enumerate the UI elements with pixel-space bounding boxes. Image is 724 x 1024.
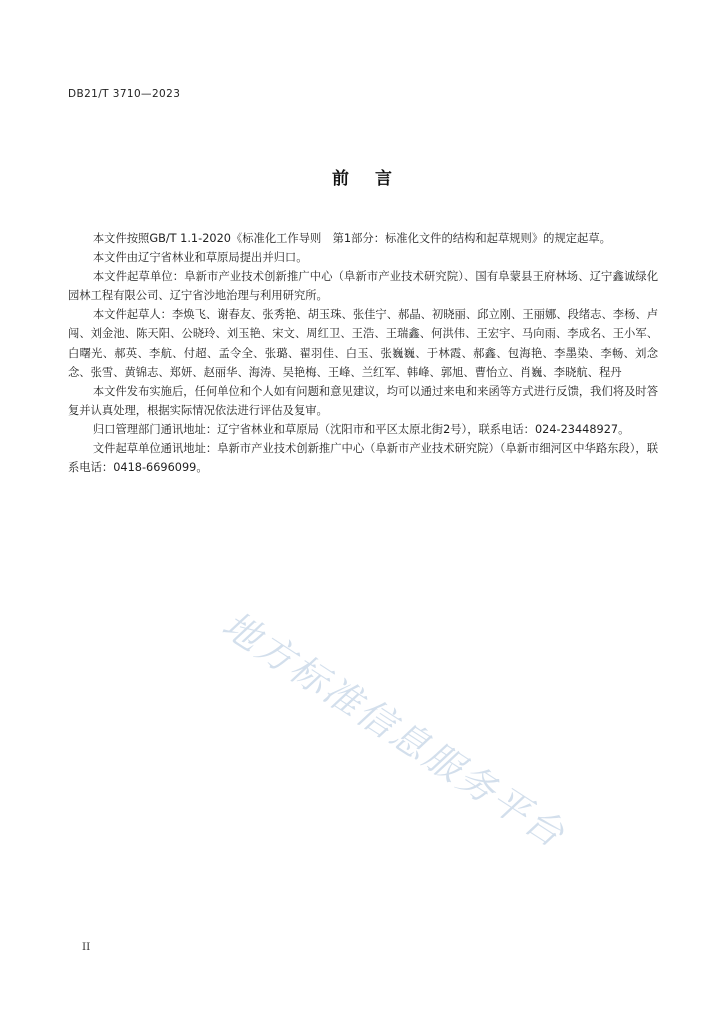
paragraph-drafting-units: 本文件起草单位：阜新市产业技术创新推广中心（阜新市产业技术研究院）、国有阜蒙县王府林场、辽宁鑫诚绿化园林工程有限公司、辽宁省沙地治理与利用研究所。 bbox=[68, 270, 658, 303]
paragraph-drafting-basis: 本文件按照GB/T 1.1-2020《标准化工作导则 第1部分：标准化文件的结构和起草规则》的规定起草。 bbox=[92, 232, 611, 245]
paragraph-proposer: 本文件由辽宁省林业和草原局提出并归口。 bbox=[92, 251, 308, 265]
paragraph-drafters: 本文件起草人：李焕飞、谢春友、张秀艳、胡玉珠、张佳宁、郝晶、初晓丽、邱立刚、王丽娜、段绪志、李杨、卢闯、刘金池、陈天阳、公晓玲、刘玉艳、宋文、周红卫、王浩、王瑞鑫、何洪伟、王宏宇、马向雨、李成名、王小军、白曙光、郝英、李航、付超、孟令全、张璐、翟羽佳、白玉、张巍巍、于林霞、郝鑫、包海艳、李墨染、李畅、刘念念、张雪、黄锦志、郑妍、赵丽华、海涛、吴艳梅、王峰、兰红军、韩峰、郭旭、曹怡立、肖巍、李晓航、程丹 bbox=[68, 308, 658, 379]
page-number: II bbox=[82, 941, 91, 953]
paragraph-drafting-unit-address: 文件起草单位通讯地址：阜新市产业技术创新推广中心（阜新市产业技术研究院）（阜新市细河区中华路东段），联系电话：0418-6696099。 bbox=[68, 442, 658, 475]
paragraph-feedback: 本文件发布实施后，任何单位和个人如有问题和意见建议，均可以通过来电和来函等方式进行反馈，我们将及时答复并认真处理，根据实际情况依法进行评估及复审。 bbox=[68, 384, 658, 417]
paragraph-management-address: 归口管理部门通讯地址：辽宁省林业和草原局（沈阳市和平区太原北街2号），联系电话：024-23448927。 bbox=[92, 422, 630, 436]
document-code: DB21/T 3710—2023 bbox=[68, 88, 181, 100]
page-title: 前言 bbox=[332, 169, 418, 189]
watermark: 地方标准信息服务平台 bbox=[214, 602, 574, 857]
body-text bbox=[68, 229, 658, 477]
